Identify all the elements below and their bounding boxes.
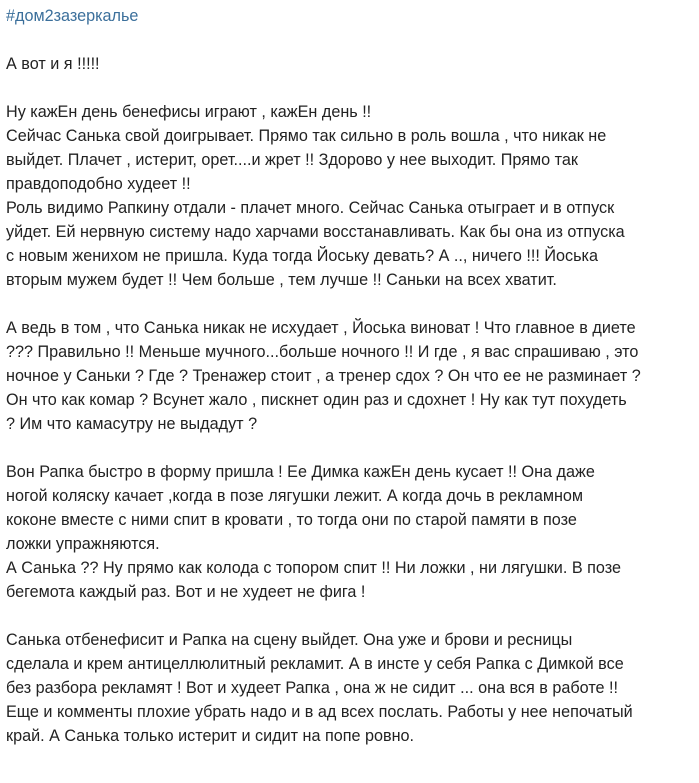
text-line: Вон Рапка быстро в форму пришла ! Ее Димка кажЕн день кусает !! Она даже xyxy=(6,463,595,481)
hashtag-link[interactable]: #дом2зазеркалье xyxy=(6,7,139,25)
text-line: ночное у Саньки ? Где ? Тренажер стоит , а тренер сдох ? Он что ее не разминает ? xyxy=(6,367,641,385)
text-line: правдоподобно худеет !! xyxy=(6,175,191,193)
text-line: ногой коляску качает ,когда в позе лягушки лежит. А когда дочь в рекламном xyxy=(6,487,584,505)
text-line: с новым женихом не пришла. Куда тогда Йоську девать? А .., ничего !!! Йоська xyxy=(6,247,598,265)
paragraph-5 xyxy=(6,628,699,748)
text-line: Он что как комар ? Всунет жало , пискнет один раз и сдохнет ! Ну как тут похудеть xyxy=(6,391,627,409)
text-line: выйдет. Плачет , истерит, орет....и жрет !! Здорово у нее выходит. Прямо так xyxy=(6,151,578,169)
text-line: А ведь в том , что Санька никак не исхудает , Йоська виноват ! Что главное в диете xyxy=(6,319,636,337)
text-line: уйдет. Ей нервную систему надо харчами восстанавливать. Как бы она из отпуска xyxy=(6,223,625,241)
text-line: А Санька ?? Ну прямо как колода с топором спит !! Ни ложки , ни лягушки. В позе xyxy=(6,559,621,577)
text-line: ??? Правильно !! Меньше мучного...больше ночного !! И где , я вас спрашиваю , это xyxy=(6,343,639,361)
text-line: Санька отбенефисит и Рапка на сцену выйдет. Она уже и брови и ресницы xyxy=(6,631,573,649)
text-line: ложки упражняются. xyxy=(6,535,160,553)
text-line: А вот и я !!!!! xyxy=(6,55,100,73)
text-line: Ну кажЕн день бенефисы играют , кажЕн день !! xyxy=(6,103,372,121)
text-line: Роль видимо Рапкину отдали - плачет много. Сейчас Санька отыграет и в отпуск xyxy=(6,199,615,217)
text-line: Сейчас Санька свой доигрывает. Прямо так сильно в роль вошла , что никак не xyxy=(6,127,607,145)
text-line: сделала и крем антицеллюлитный рекламит. А в инсте у себя Рапка с Димкой все xyxy=(6,655,624,673)
text-line: без разбора рекламят ! Вот и худеет Рапка , она ж не сидит ... она вся в работе !! xyxy=(6,679,619,697)
text-line: ? Им что камасутру не выдадут ? xyxy=(6,415,258,433)
post-body xyxy=(6,52,699,748)
paragraph-3 xyxy=(6,316,699,436)
paragraph-4 xyxy=(6,460,699,604)
paragraph-1 xyxy=(6,52,699,76)
paragraph-2 xyxy=(6,100,699,292)
text-line: Еще и комменты плохие убрать надо и в ад всех послать. Работы у нее непочатый xyxy=(6,703,633,721)
text-line: вторым мужем будет !! Чем больше , тем лучше !! Саньки на всех хватит. xyxy=(6,271,557,289)
text-line: край. А Санька только истерит и сидит на попе ровно. xyxy=(6,727,415,745)
text-line: коконе вместе с ними спит в кровати , то тогда они по старой памяти в позе xyxy=(6,511,577,529)
text-line: бегемота каждый раз. Вот и не худеет не фига ! xyxy=(6,583,366,601)
